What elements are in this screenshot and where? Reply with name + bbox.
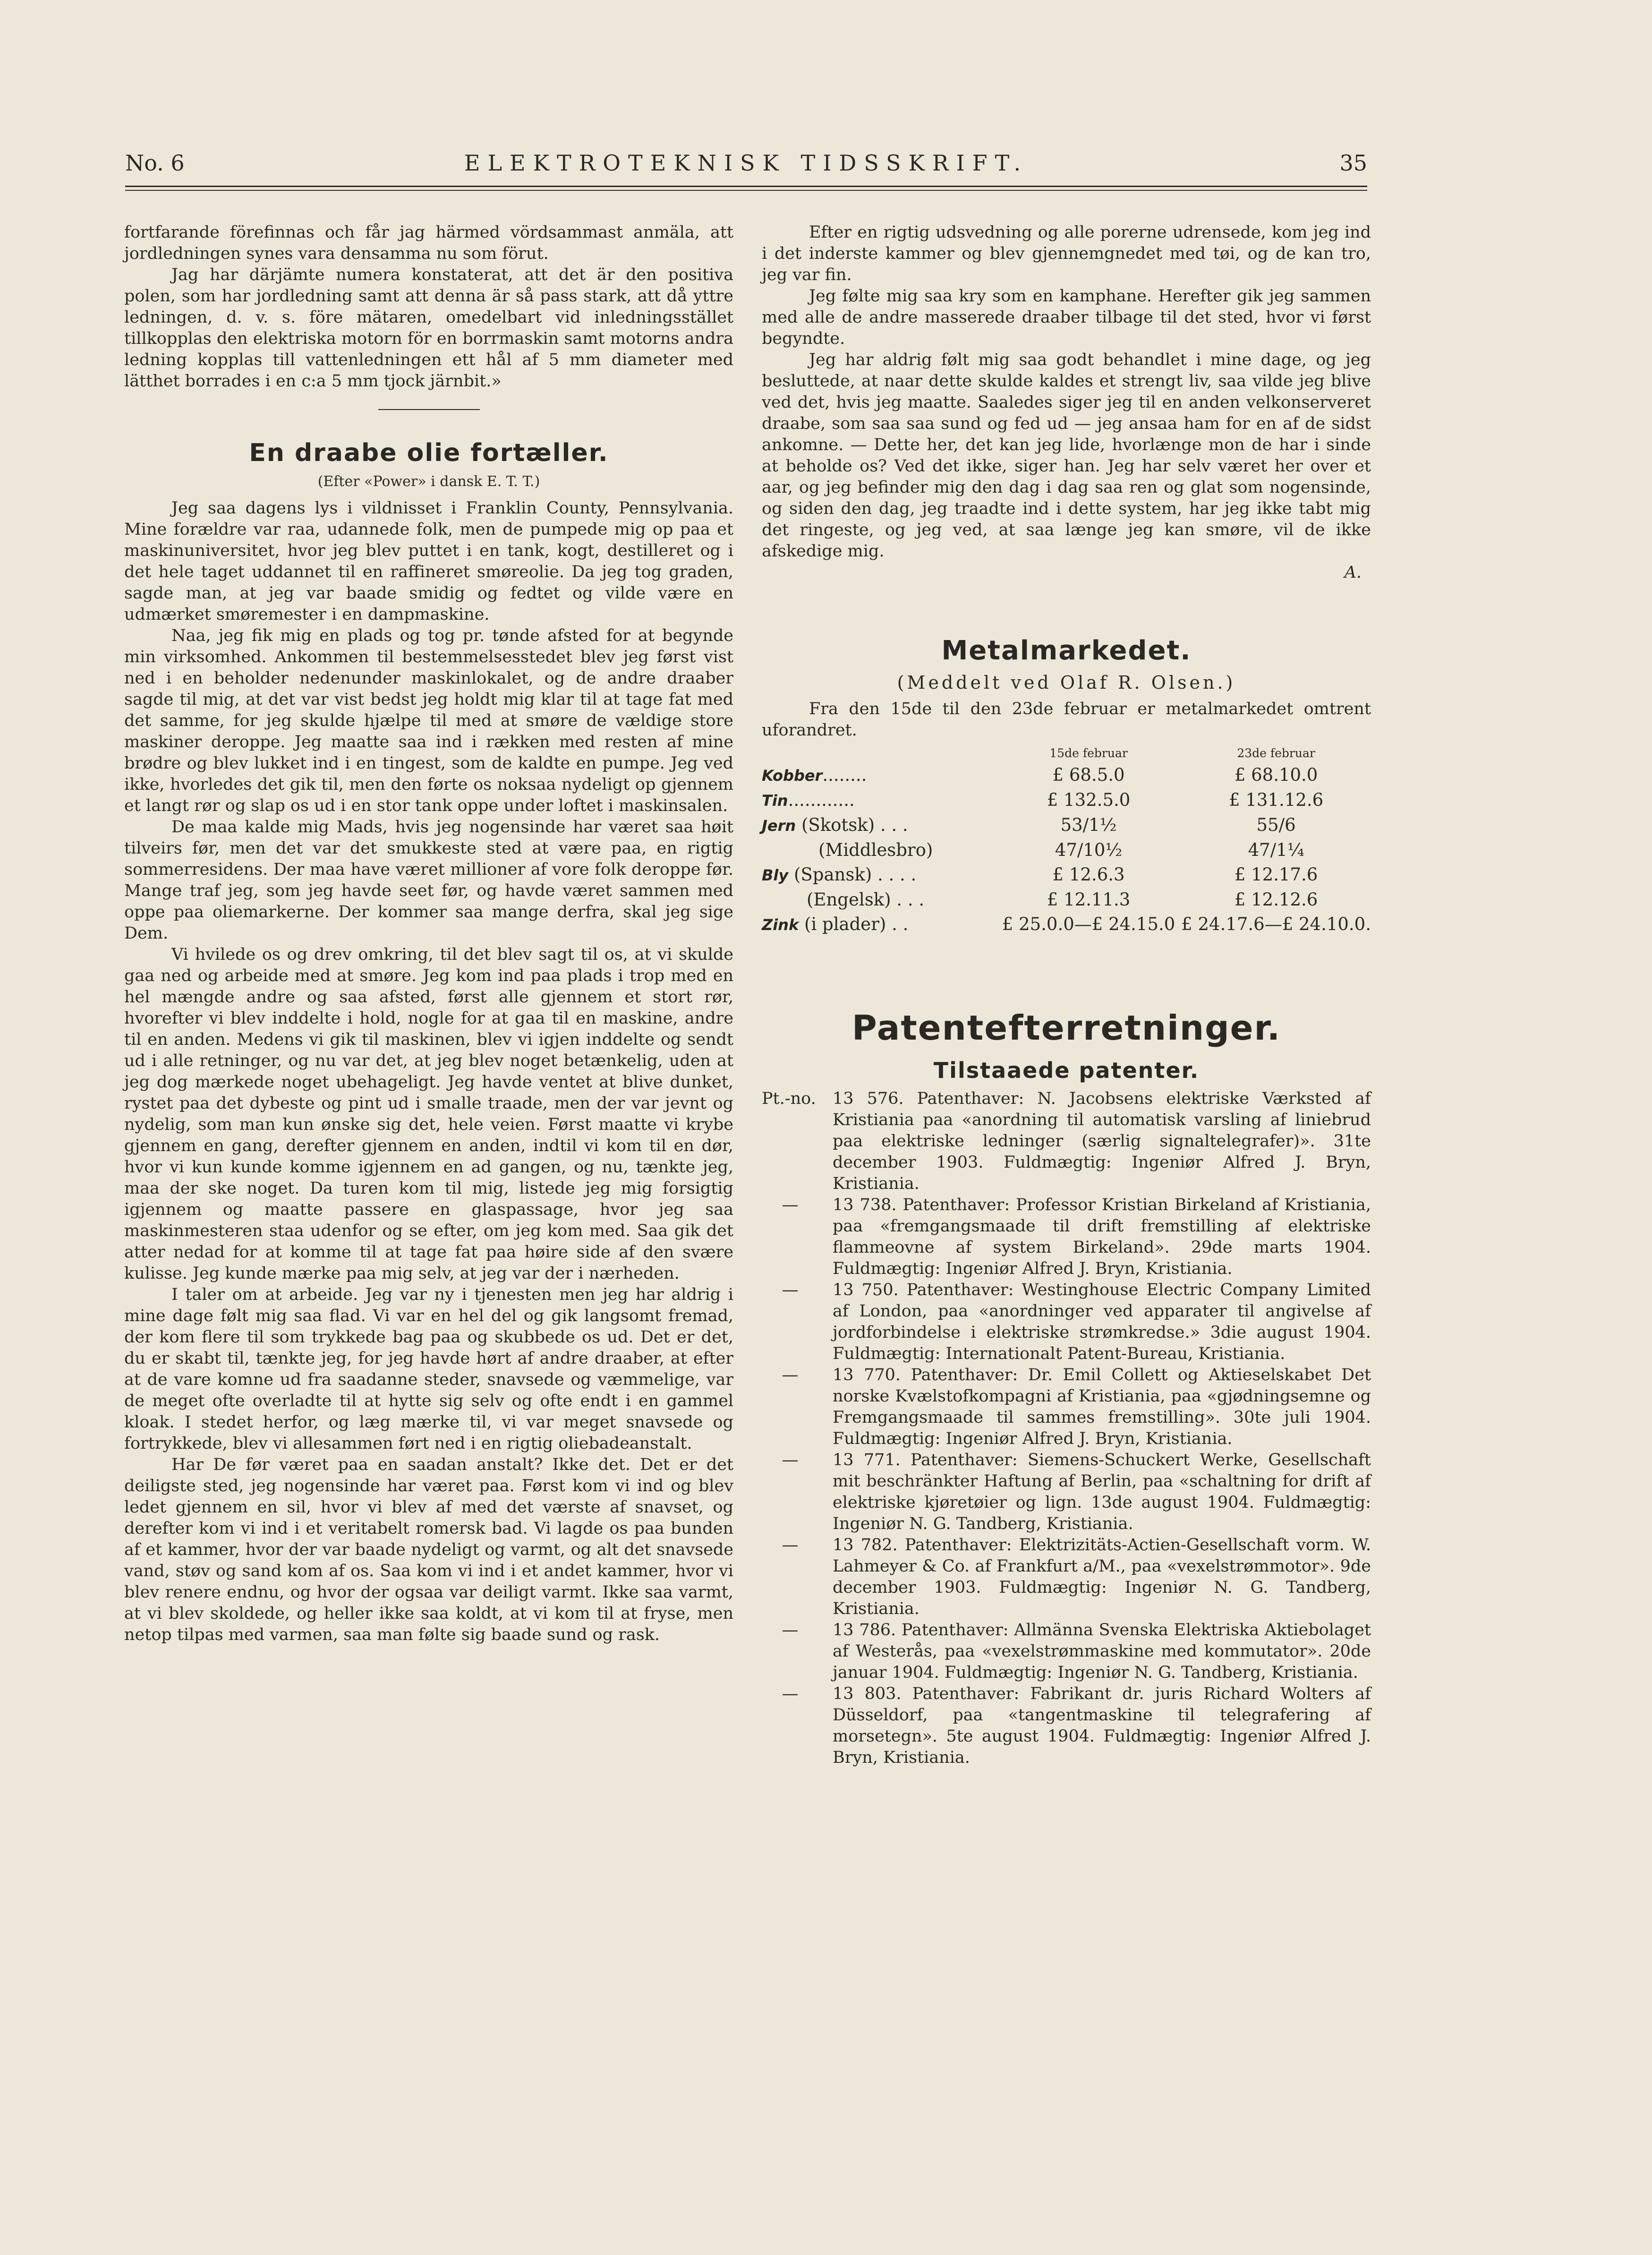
metal-name: Kobber	[762, 767, 823, 785]
list-item	[762, 1535, 1371, 1620]
section-separator	[378, 409, 480, 410]
table-row	[762, 838, 1371, 863]
patent-text: 13 738. Patenthaver: Professor Kristian Birkeland af Kristiania, paa «fremgangsmaade til drift fremstilling af elektriske flammeovne af system Birkeland». 29de marts 1904. Fuldmægtig: Ingeniør Alfred J. Bryn, Kristiania.	[833, 1196, 1371, 1278]
price-23de: £ 12.17.6	[1234, 864, 1318, 885]
article-title: En draabe olie fortæller.	[249, 439, 609, 467]
patents-subtitle: Tilstaaede patenter.	[933, 1058, 1200, 1083]
price-23de: £ 24.17.6—£ 24.10.0.	[1181, 914, 1371, 934]
price-15de: £ 68.5.0	[1052, 765, 1125, 785]
list-item	[762, 1620, 1371, 1683]
article-paragraph: Jeg har aldrig følt mig saa godt behandlet i mine dage, og jeg besluttede, at naar dette skulde kaldes et strengt liv, saa vilde jeg blive ved det, hvis jeg maatte. Saaledes siger jeg til en anden velkonserveret draabe, som saa saa sund og fed ud — jeg ansaa ham for en af de sidst ankomne. — Dette her, det kan jeg lide, hvorlænge mon de har i sinde at beholde os? Ved det ikke, siger han. Jeg har selv været her over et aar, og jeg befinder mig den dag i dag saa ren og glat som nogensinde, og siden den dag, jeg traadte ind i dette system, har jeg ikke tabt mig det ringeste, og jeg ved, at saa længe jeg kan smøre, vil de ikke afskedige mig.	[762, 350, 1371, 561]
col-header-15de: 15de februar	[1049, 746, 1128, 760]
metal-dots: ........	[822, 765, 867, 785]
patent-marker: —	[782, 1366, 799, 1384]
patent-text: 13 750. Patenthaver: Westinghouse Electric Company Limited af London, paa «anordninger ved apparater til angivelse af jordforbindelse i elektriske strømkredse.» 3die august 1904. Fuldmægtig: Internationalt Patent-Bureau, Kristiania.	[833, 1281, 1371, 1363]
patent-marker: —	[782, 1451, 799, 1469]
price-23de: 55/6	[1256, 815, 1296, 835]
patents-title: Patentefterretninger.	[852, 1008, 1281, 1048]
metal-dots: ............	[788, 790, 855, 810]
metal-market-title: Metalmarkedet.	[941, 635, 1192, 666]
metal-name: Zink	[762, 916, 799, 934]
patent-text: 13 771. Patenthaver: Siemens-Schuckert Werke, Gesellschaft mit beschränkter Haftung af Berlin, paa «schaltning for drift af elektriske kjøretøier og lign. 13de august 1904. Fuldmægtig: Ingeniør N. G. Tandberg, Kristiania.	[833, 1451, 1371, 1533]
intro-paragraph-2: Jag har därjämte numera konstaterat, att det är den positiva polen, som har jordledning samt att denna är så pass stark, att då yttre ledningen, d. v. s. före mätaren, omedelbart vid inledningsstället tillkopplas den elektriska motorn för en borrmaskin samt motorns andra ledning kopplas till vattenledningen ett hål af 5 mm diameter med lätthet borrades i en c:a 5 mm tjock järnbit.»	[124, 265, 733, 391]
metal-spec: (Spansk) . . . .	[793, 864, 917, 885]
article-paragraph: Jeg saa dagens lys i vildnisset i Franklin County, Pennsylvania. Mine forældre var raa, udannede folk, men de pumpede mig op paa et maskinuniversitet, hvor jeg blev puttet i en tank, kogt, destilleret og i det hele taget uddannet til en raffineret smøreolie. Da jeg tog graden, sagde man, at jeg var baade smidig og fedtet og vilde være en udmærket smøremester i en dampmaskine.	[124, 499, 733, 624]
price-15de: £ 12.11.3	[1047, 889, 1131, 910]
patent-text: 13 576. Patenthaver: N. Jacobsens elektriske Værksted af Kristiania paa «anordning til automatisk varsling af liniebrud paa elektriske ledninger (særlig signaltelegrafer)». 31te december 1903. Fuldmægtig: Ingeniør Alfred J. Bryn, Kristiania.	[833, 1089, 1371, 1193]
issue-number: No. 6	[125, 150, 185, 176]
right-column	[762, 222, 1371, 1768]
list-item	[762, 1365, 1371, 1450]
list-item	[762, 1280, 1371, 1365]
price-15de: 47/10½	[1055, 840, 1123, 860]
table-row	[762, 763, 1371, 788]
table-row	[762, 888, 1371, 912]
list-item	[762, 1195, 1371, 1280]
article-paragraph: Jeg følte mig saa kry som en kamphane. Herefter gik jeg sammen med alle de andre masserede draaber tilbage til det sted, hvor vi først begyndte.	[762, 287, 1371, 348]
metal-market-intro: Fra den 15de til den 23de februar er metalmarkedet omtrent uforandret.	[762, 700, 1371, 740]
patent-text: 13 770. Patenthaver: Dr. Emil Collett og Aktieselskabet Det norske Kvælstofkompagni af Kristiania, paa «gjødningsemne og Fremgangsmaade til sammes fremstilling». 30te juli 1904. Fuldmægtig: Ingeniør Alfred J. Bryn, Kristiania.	[833, 1366, 1371, 1448]
patent-text: 13 782. Patenthaver: Elektrizitäts-Actien-Gesellschaft vorm. W. Lahmeyer & Co. af Frankfurt a/M., paa «vexelstrømmotor». 9de december 1903. Fuldmægtig: Ingeniør N. G. Tandberg, Kristiania.	[833, 1536, 1371, 1618]
article-credit: (Efter «Power» i dansk E. T. T.)	[317, 473, 540, 490]
article-paragraph: Naa, jeg fik mig en plads og tog pr. tønde afsted for at begynde min virksomhed. Ankommen til bestemmelsesstedet blev jeg først vist ned i en beholder nedenunder maskinlokalet, og de andre draaber sagde til mig, at det var vist bedst jeg holdt mig klar til at tage fat med det samme, for jeg skulde hjælpe til med at smøre de vældige store maskiner deroppe. Jeg maatte saa ind i rækken med resten af mine brødre og blev lukket ind i en tingest, som de kaldte en pumpe. Jeg ved ikke, hvorledes det gik til, men den førte os noksaa nydeligt op gjennem et langt rør og slap os ud i en stor tank oppe under loftet i maskinsalen.	[124, 626, 733, 815]
table-row	[762, 788, 1371, 813]
metal-table-header	[762, 744, 1371, 763]
list-item	[762, 1450, 1371, 1535]
price-15de: £ 132.5.0	[1047, 790, 1131, 810]
table-row	[762, 863, 1371, 888]
price-23de: £ 12.12.6	[1234, 889, 1318, 910]
price-15de: 53/1½	[1060, 815, 1117, 835]
metal-spec: (Middlesbro)	[818, 840, 933, 860]
price-23de: £ 68.10.0	[1234, 765, 1318, 785]
metal-name: Jern	[762, 817, 796, 835]
price-23de: £ 131.12.6	[1229, 790, 1324, 810]
article-paragraph: I taler om at arbeide. Jeg var ny i tjenesten men jeg har aldrig i mine dage følt mig saa flad. Vi var en hel del og gik langsomt fremad, der kom flere til som trykkede bag paa og skubbede os ud. Det er det, du er skabt til, tænkte jeg, for jeg havde hørt af andre draaber, at efter at de vare komne ud fra saadanne steder, snavsede og væmmelige, var de meget ofte overladte til at hytte sig selv og ofte endt i en gammel kloak. I stedet herfor, og læg mærke til, vi var meget snavsede og fortrykkede, blev vi allesammen ført ned i en rigtig oliebadeanstalt.	[124, 1285, 733, 1453]
article-paragraph: Har De før været paa en saadan anstalt? Ikke det. Det er det deiligste sted, jeg nogensinde har været paa. Først kom vi ind og blev ledet gjennem en sil, hvor vi blev af med det værste af snavset, og derefter kom vi ind i et veritabelt romersk bad. Vi lagde os paa bunden af et kammer, hvor der var baade nydeligt og varmt, og alt det snavsede vand, støv og sand kom af os. Saa kom vi ind i et andet kammer, hvor vi blev renere endnu, og hvor der ogsaa var deiligt varmt. Ikke saa varmt, at vi blev skoldede, og heller ikke saa koldt, at vi kom til at fryse, men netop tilpas med varmen, saa man følte sig baade sund og rask.	[124, 1455, 733, 1644]
patent-marker: —	[782, 1281, 799, 1299]
journal-title: ELEKTROTEKNISK TIDSSKRIFT.	[464, 150, 1029, 176]
left-column	[124, 222, 733, 1646]
price-15de: £ 25.0.0—£ 24.15.0	[1002, 914, 1175, 934]
metal-spec: (Skotsk) . . .	[801, 815, 908, 835]
patent-marker: —	[782, 1196, 799, 1214]
table-row	[762, 813, 1371, 838]
table-row	[762, 912, 1371, 937]
col-header-23de: 23de februar	[1237, 746, 1315, 760]
patent-marker: —	[782, 1536, 799, 1555]
article-paragraph: Vi hvilede os og drev omkring, til det blev sagt til os, at vi skulde gaa ned og arbeide med at smøre. Jeg kom ind paa plads i trop med en hel mængde andre og saa afsted, først alle gjennem et stort rør, hvorefter vi blev inddelte i hold, nogle for at gaa til en maskine, andre til en anden. Medens vi gik til maskinen, blev vi igjen inddelte og sendt ud i alle retninger, og nu var det, at jeg blev noget betænkelig, uden at jeg dog mærkede noget ubehageligt. Jeg havde ventet at blive dunket, rystet paa det dybeste og pint ud i smalle traade, men der var jevnt og nydelig, som man kun ønske sig det, hele veien. Først maatte vi krybe gjennem en gang, derefter gjennem en anden, indtil vi kom til en dør, hvor vi kun kunde komme igjennem en ad gangen, og nu, tænkte jeg, maa der ske noget. Da turen kom til mig, listede jeg mig forsigtig igjennem og maatte passere en glaspassage, hvor jeg saa maskinmesteren staa udenfor og se efter, om jeg kom med. Saa gik det atter nedad for at komme til at tage fat paa høire side af den svære kulisse. Jeg kunde mærke paa mig selv, at jeg var der i nærheden.	[124, 945, 733, 1283]
intro-paragraph-1: fortfarande förefinnas och får jag härmed vördsammast anmäla, att jordledningen synes vara densamma nu som förut.	[124, 223, 733, 263]
metal-name: Bly	[762, 866, 789, 884]
patent-marker: —	[782, 1684, 799, 1703]
patent-text: 13 786. Patenthaver: Allmänna Svenska Elektriska Aktiebolaget af Westerås, paa «vexelstrømmaskine med kommutator». 20de januar 1904. Fuldmægtig: Ingeniør N. G. Tandberg, Kristiania.	[833, 1621, 1371, 1682]
patent-marker: Pt.-no.	[762, 1089, 816, 1108]
metal-market-credit: (Meddelt ved Olaf R. Olsen.)	[897, 672, 1236, 693]
metal-price-table	[762, 744, 1371, 937]
header-double-rule	[125, 186, 1367, 191]
running-header	[125, 150, 1367, 183]
patent-marker: —	[782, 1621, 799, 1640]
metal-spec: (i plader) . .	[804, 914, 909, 934]
metal-name: Tin	[762, 792, 788, 810]
article-paragraph: Efter en rigtig udsvedning og alle porerne udrensede, kom jeg ind i det inderste kammer og blev gjennemgnedet med tøi, og de kan tro, jeg var fin.	[762, 223, 1371, 284]
metal-spec: (Engelsk) . . .	[807, 889, 925, 910]
page-number: 35	[1339, 150, 1367, 176]
price-23de: 47/1¼	[1248, 840, 1304, 860]
list-item	[762, 1683, 1371, 1768]
list-item	[762, 1088, 1371, 1195]
article-signature: A.	[1344, 563, 1362, 582]
patent-text: 13 803. Patenthaver: Fabrikant dr. juris Richard Wolters af Düsseldorf, paa «tangentmaskine til telegrafering af morsetegn». 5te august 1904. Fuldmægtig: Ingeniør Alfred J. Bryn, Kristiania.	[833, 1684, 1371, 1767]
price-15de: £ 12.6.3	[1052, 864, 1125, 885]
article-paragraph: De maa kalde mig Mads, hvis jeg nogensinde har været saa høit tilveirs før, men det var det smukkeste sted at være paa, en rigtig sommerresidens. Der maa have været millioner af vore folk deroppe før. Mange traf jeg, som jeg havde seet før, og havde været sammen med oppe paa oliemarkerne. Der kommer saa mange derfra, skal jeg sige Dem.	[124, 818, 733, 943]
